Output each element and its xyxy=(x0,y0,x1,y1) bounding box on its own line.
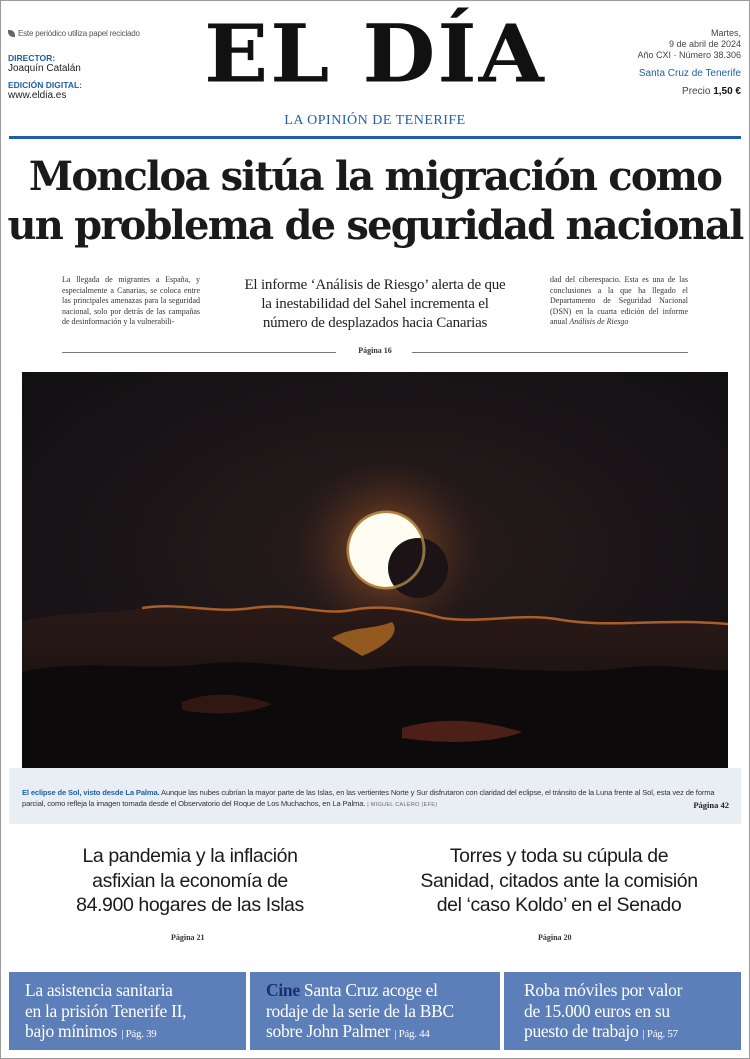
divider-right xyxy=(412,352,688,353)
band-story-prison-health[interactable] xyxy=(9,972,246,1050)
date: 9 de abril de 2024 xyxy=(668,39,741,49)
lead-line-3: número de desplazados hacia Canarias xyxy=(262,315,488,331)
caption-page-ref[interactable]: Página 42 xyxy=(693,800,729,810)
story-line: Torres y toda su cúpula de xyxy=(449,845,669,867)
edition-info xyxy=(581,28,741,97)
story-line: Sanidad, citados ante la comisión xyxy=(420,869,698,892)
caption-text: Aunque las nubes cubrían la mayor parte de las Islas, en las vertientes Norte y Sur disfrutaron con claridad del eclipse, el tránsito de la Luna frente al Sol, esta vez de forma parcial, como refleja la imagen tomada desde el Observatorio del Roque de Los Muchachos, en La Palma. xyxy=(22,788,715,808)
director-name: Joaquín Catalán xyxy=(8,63,81,74)
band-text: Santa Cruz acoge el xyxy=(303,980,438,1000)
story-pandemic-inflation[interactable] xyxy=(30,844,350,918)
lead-line-1: El informe ‘Análisis de Riesgo’ alerta de que xyxy=(244,277,506,293)
photo-caption xyxy=(22,787,728,811)
leaf-icon xyxy=(8,30,15,37)
price xyxy=(581,86,741,97)
main-story-body-right xyxy=(550,275,688,328)
band-page-ref: | Pág. 39 xyxy=(121,1028,157,1040)
main-story-page-ref xyxy=(62,346,688,358)
eclipse-image xyxy=(22,372,728,768)
story-line: del ‘caso Koldo’ en el Senado xyxy=(436,894,682,916)
main-headline-line-2: un problema de seguridad nacional xyxy=(7,202,743,249)
masthead-subtitle: LA OPINIÓN DE TENERIFE xyxy=(284,113,466,128)
band-line: La asistencia sanitaria xyxy=(25,980,173,1000)
band-text: sobre John Palmer xyxy=(266,1021,391,1041)
main-story-body-left: La llegada de migrantes a España, y especialmente a Canarias, se coloca entre las principales amenazas para la seguridad nacional, solo por detrás de las campañas de desinformación y la vulnerabili- xyxy=(62,275,200,327)
caption-title: El eclipse de Sol, visto desde La Palma. xyxy=(22,788,160,797)
main-story-lead xyxy=(226,276,524,333)
eclipse-photo xyxy=(22,372,728,768)
header-rule xyxy=(9,136,741,139)
digital-edition-label: EDICIÓN DIGITAL: xyxy=(8,80,82,90)
photo-credit: | MIGUEL CALERO (EFE) xyxy=(367,802,438,808)
story-torres-koldo[interactable] xyxy=(399,844,719,918)
masthead-logo: EL DÍA xyxy=(204,6,546,101)
band-line-last xyxy=(266,1021,488,1045)
recycled-note-text: Este periódico utiliza papel reciclado xyxy=(18,29,140,38)
price-value: 1,50 € xyxy=(713,86,741,97)
band-line: en la prisión Tenerife II, xyxy=(25,1000,187,1021)
story-line: La pandemia y la inflación xyxy=(82,845,298,867)
main-story-page-ref-text[interactable]: Página 16 xyxy=(358,346,392,355)
city: Santa Cruz de Tenerife xyxy=(638,68,741,79)
recycled-note xyxy=(8,29,140,38)
band-line-last xyxy=(25,1021,234,1045)
weekday: Martes, xyxy=(710,28,741,38)
story-torres-page-ref[interactable]: Página 20 xyxy=(538,933,572,942)
band-story-bbc-series[interactable] xyxy=(250,972,500,1050)
band-line: de 15.000 euros en su xyxy=(524,1000,670,1021)
band-line-last xyxy=(524,1021,729,1045)
story-line: asfixian la economía de xyxy=(92,869,288,892)
story-line: 84.900 hogares de las Islas xyxy=(76,894,304,916)
band-line: Roba móviles por valor xyxy=(524,980,683,1000)
band-section-tag: Cine xyxy=(266,980,300,1000)
price-label: Precio xyxy=(682,86,711,97)
band-line xyxy=(266,980,488,1001)
band-story-phone-theft[interactable] xyxy=(504,972,741,1050)
main-headline-line-1: Moncloa sitúa la migración como xyxy=(28,153,722,200)
band-text: bajo mínimos xyxy=(25,1021,118,1041)
band-line: rodaje de la serie de la BBC xyxy=(266,1000,454,1021)
divider-left xyxy=(62,352,336,353)
director-label: DIRECTOR: xyxy=(8,53,56,63)
band-page-ref: | Pág. 44 xyxy=(394,1028,430,1040)
digital-edition-link[interactable]: www.eldia.es xyxy=(8,90,67,101)
story-pandemic-page-ref[interactable]: Página 21 xyxy=(171,933,205,942)
body-right-text: dad del ciberespacio. Esta es una de las conclusiones a la que ha llegado el Departamento de Seguridad Nacional (DSN) en la cuarta edición del informe anual xyxy=(550,275,688,327)
lead-line-2: la inestabilidad del Sahel incrementa el xyxy=(261,296,489,312)
band-page-ref: | Pág. 57 xyxy=(642,1028,678,1040)
main-headline[interactable] xyxy=(5,152,745,250)
band-text: puesto de trabajo xyxy=(524,1021,639,1041)
issue-number: Año CXI · Número 38.306 xyxy=(637,50,741,60)
body-right-italic: Análisis de Riesgo xyxy=(569,317,629,327)
